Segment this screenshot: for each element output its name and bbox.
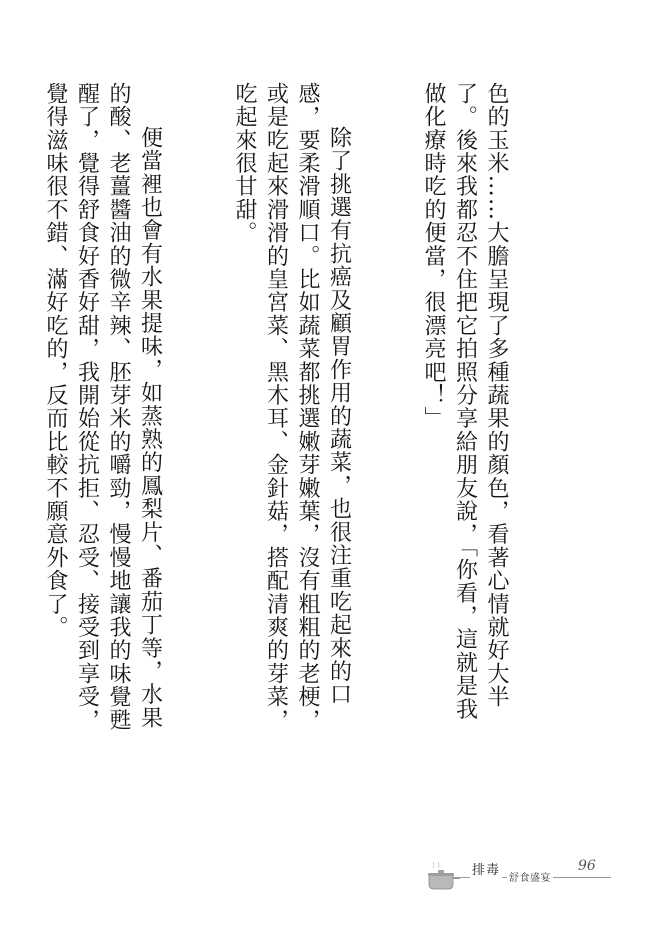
- book-title-sub: 舒食盛宴: [507, 869, 553, 884]
- running-footer: [425, 856, 615, 896]
- paragraph-2: 除了挑選有抗癌及顧胃作用的蔬菜，也很注重吃起來的口感，要柔滑順口。比如蔬菜都挑選嫩芽嫩葉，沒有粗粗的老梗，或是吃起來滑滑的皇宮菜、黑木耳、金針菇，搭配清爽的芽菜，吃起來很甘甜。: [232, 82, 352, 732]
- paragraph-3: 便當裡也會有水果提味，如蒸熟的鳳梨片、番茄丁等，水果的酸、老薑醬油的微辛辣、胚芽米的嚼勁，慢慢地讓我的味覺甦醒了，覺得舒食好香好甜，我開始從抗拒、忍受、接受到享受，覺得滋味很不錯、滿好吃的，反而比較不願意外食了。: [43, 82, 163, 732]
- page-number: 96: [575, 858, 599, 874]
- cooking-pot-icon: [425, 862, 461, 892]
- book-title-main: 排毒: [470, 859, 502, 878]
- paragraph-1: 色的玉米……大膽呈現了多種蔬果的顏色，看著心情就好大半了。後來我都忍不住把它拍照分享給朋友說，「你看，這就是我做化療時吃的便當，很漂亮吧！」: [421, 82, 509, 721]
- body-text: [0, 82, 575, 732]
